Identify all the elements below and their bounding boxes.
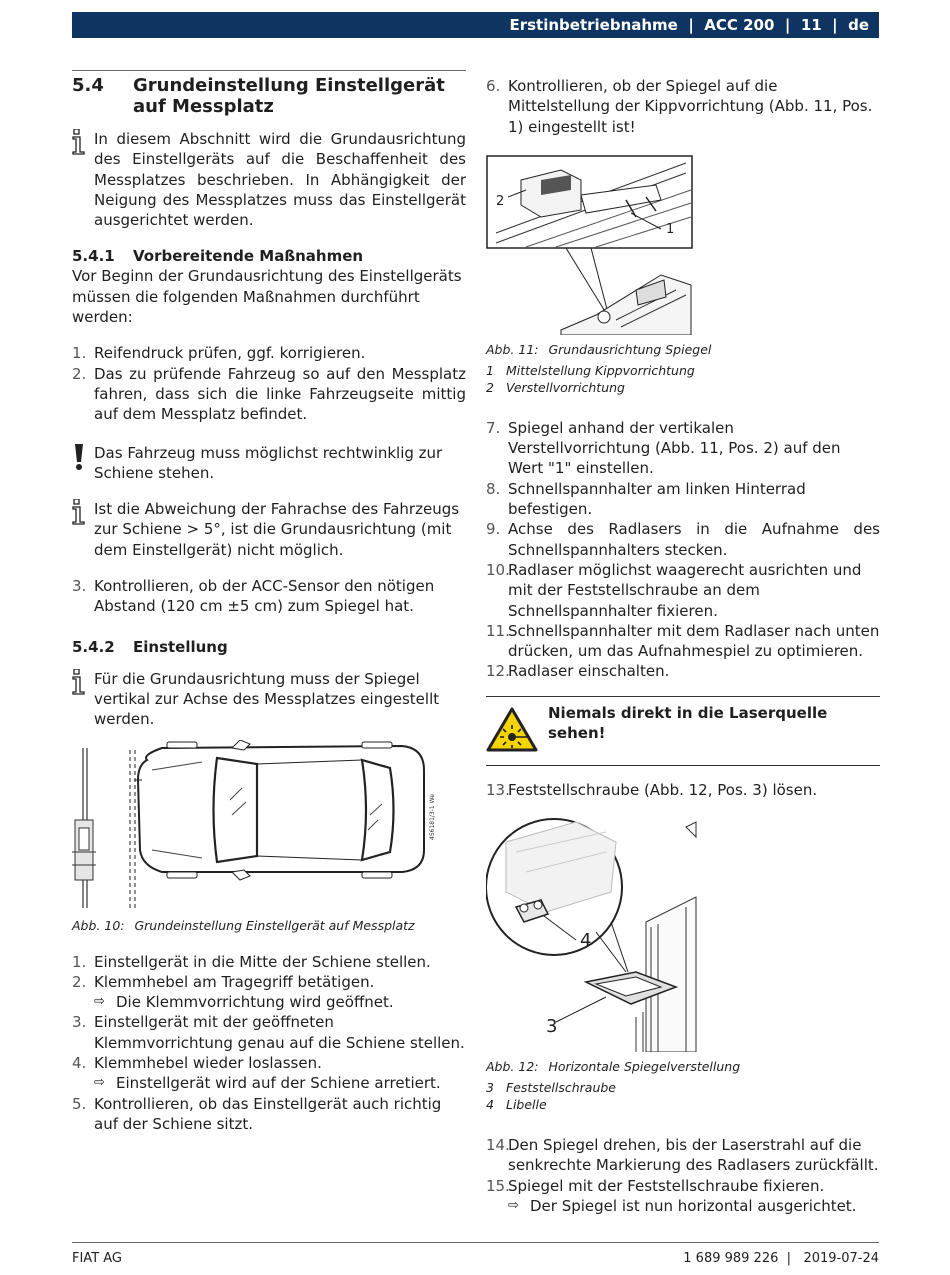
list-item: 9. Achse des Radlasers in die Aufnahme des Schnellspannhalters stecken. <box>486 520 880 559</box>
figure-caption: Abb. 10: Grundeinstellung Einstellgerät auf Messplatz <box>72 917 415 933</box>
intro-note <box>72 129 466 230</box>
right-column <box>486 76 880 1216</box>
list-item: 15. Spiegel mit der Feststellschraube fixieren. <box>486 1176 825 1195</box>
figure-12 <box>486 812 880 1052</box>
list-item: 1. Reifendruck prüfen, ggf. korrigieren. <box>72 344 366 363</box>
list-item: 11. Schnellspannhalter mit dem Radlaser nach unten drücken, um das Aufnahmespiel zu optimieren. <box>486 621 880 661</box>
paragraph: Vor Beginn der Grundausrichtung des Einstellgeräts müssen die folgenden Maßnahmen durchführt werden: <box>72 267 462 327</box>
step-list <box>72 343 466 424</box>
figure-caption: Abb. 12: Horizontale Spiegelverstellung <box>486 1059 741 1075</box>
list-item: 12. Radlaser einschalten. <box>486 662 670 681</box>
section-heading <box>72 70 466 117</box>
footer-right: 1 689 989 226 | 2019-07-24 <box>683 1251 879 1266</box>
figure-caption: Abb. 11: Grundausrichtung Spiegel <box>486 341 712 357</box>
info-note <box>72 499 466 560</box>
subsection-heading <box>72 246 466 266</box>
info-icon <box>72 499 94 560</box>
step-list <box>486 418 880 682</box>
figure-legend-item: 4 Libelle <box>486 1097 547 1113</box>
arrow-result-icon: ⇨ <box>508 1197 519 1213</box>
figure-legend-item: 1 Mittelstellung Kippvorrichtung <box>486 362 695 378</box>
header-title: Erstinbetriebnahme <box>509 16 678 34</box>
list-item: 2. Klemmhebel am Tragegriff betätigen. <box>72 972 375 991</box>
warning-note <box>72 443 466 484</box>
step-list <box>486 1135 880 1216</box>
intro-note-text: In diesem Abschnitt wird die Grundausrichtung des Einstellgeräts auf die Beschaffenheit des Messplatzes beschrieben. In Abhängigkeit der Neigung des Messplatzes muss das Einstellgerät ausgerichtet werden. <box>94 130 466 230</box>
car-top-view-illustration <box>72 740 466 915</box>
header-separator: | <box>832 16 838 34</box>
info-note <box>72 669 466 730</box>
info-icon <box>72 129 94 230</box>
list-item: 14. Den Spiegel drehen, bis der Laserstrahl auf die senkrechte Markierung des Radlasers zurückfällt. <box>486 1136 879 1175</box>
section-title: Grundeinstellung Einstellgerät auf Messplatz <box>133 75 445 117</box>
list-item: 2. Das zu prüfende Fahrzeug so auf den Messplatz fahren, dass sich die linke Fahrzeugseite mittig auf dem Messplatz befindet. <box>72 364 466 424</box>
position-label: 2 <box>496 193 505 209</box>
list-item: 8. Schnellspannhalter am linken Hinterrad befestigen. <box>486 479 806 519</box>
page-footer <box>72 1242 879 1266</box>
subsection-title: Vorbereitende Maßnahmen <box>133 247 364 266</box>
footer-docnum: 1 689 989 226 <box>683 1251 779 1266</box>
laser-warning-text: Niemals direkt in die Laserquelle sehen! <box>548 703 828 743</box>
left-column <box>72 70 466 1134</box>
header-separator: | <box>688 16 694 34</box>
figure-10 <box>72 740 466 915</box>
subsection-number: 5.4.1 <box>72 247 115 266</box>
info-note-text: Für die Grundausrichtung muss der Spiegel vertikal zur Achse des Messplatzes eingestellt werden. <box>94 669 440 729</box>
info-note-text: Ist die Abweichung der Fahrachse des Fahrzeugs zur Schiene > 5°, ist die Grundausrichtung (mit dem Einstellgerät) nicht möglich. <box>94 500 460 559</box>
position-label: 4 <box>580 930 592 952</box>
subsection-title: Einstellung <box>133 637 228 656</box>
result-item: ⇨ Einstellgerät wird auf der Schiene arretiert. <box>94 1074 441 1093</box>
list-item: 13. Feststellschraube (Abb. 12, Pos. 3) lösen. <box>486 780 818 799</box>
position-label: 1 <box>666 221 675 237</box>
list-item: 1. Einstellgerät in die Mitte der Schiene stellen. <box>72 952 431 971</box>
figure-legend-item: 2 Verstellvorrichtung <box>486 379 625 395</box>
header-separator: | <box>784 16 791 34</box>
arrow-result-icon: ⇨ <box>94 994 105 1010</box>
warning-note-text: Das Fahrzeug muss möglichst rechtwinklig zur Schiene stehen. <box>94 443 443 482</box>
list-item: 3. Kontrollieren, ob der ACC-Sensor den nötigen Abstand (120 cm ±5 cm) zum Spiegel hat. <box>72 577 435 616</box>
step-list <box>72 952 466 1135</box>
list-item: 7. Spiegel anhand der vertikalen Verstellvorrichtung (Abb. 11, Pos. 2) auf den Wert "1" einstellen. <box>486 418 841 478</box>
arrow-result-icon: ⇨ <box>94 1075 105 1091</box>
list-item: 10. Radlaser möglichst waagerecht ausrichten und mit der Feststellschraube an dem Schnellspannhalter fixieren. <box>486 560 862 620</box>
laser-warning-box <box>486 696 880 766</box>
header-lang: de <box>848 16 869 34</box>
exclamation-icon <box>72 443 94 484</box>
figure-11 <box>486 155 880 335</box>
laser-warning-icon <box>486 703 548 765</box>
list-item: 3. Einstellgerät mit der geöffneten Klemmvorrichtung genau auf die Schiene stellen. <box>72 1013 465 1052</box>
mirror-alignment-illustration <box>486 155 880 335</box>
subsection-heading <box>72 637 466 657</box>
result-item: ⇨ Der Spiegel ist nun horizontal ausgerichtet. <box>508 1196 857 1215</box>
info-icon <box>72 669 94 730</box>
result-item: ⇨ Die Klemmvorrichtung wird geöffnet. <box>94 993 394 1012</box>
section-number: 5.4 <box>72 75 104 96</box>
figure-legend-item: 3 Feststellschraube <box>486 1080 616 1096</box>
subsection-number: 5.4.2 <box>72 637 115 656</box>
list-item: 4. Klemmhebel wieder loslassen. <box>72 1054 322 1073</box>
position-label: 3 <box>546 1016 558 1038</box>
horizontal-mirror-illustration <box>486 812 880 1052</box>
list-item: 5. Kontrollieren, ob das Einstellgerät auch richtig auf der Schiene sitzt. <box>72 1094 442 1133</box>
figure-code: 456181/3-1 We <box>429 793 436 840</box>
footer-company: FIAT AG <box>72 1251 123 1266</box>
footer-date: 2019-07-24 <box>803 1251 879 1266</box>
header-product: ACC 200 <box>704 16 775 34</box>
list-item: 6. Kontrollieren, ob der Spiegel auf die Mittelstellung der Kippvorrichtung (Abb. 11, Pos. 1) eingestellt ist! <box>486 77 873 136</box>
header-page: 11 <box>800 16 822 34</box>
page-header <box>72 12 879 38</box>
